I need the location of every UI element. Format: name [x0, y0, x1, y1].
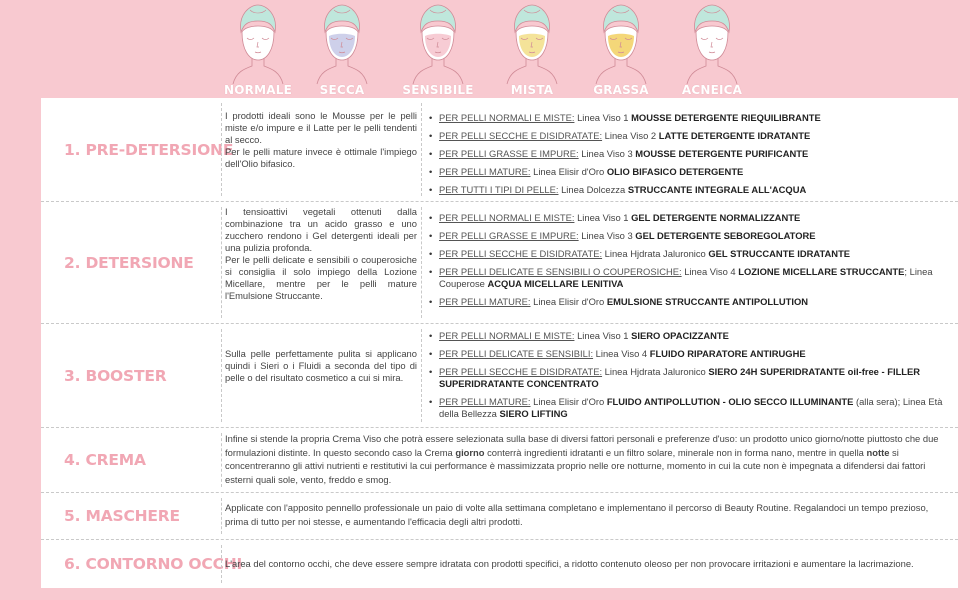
description-paragraph: Sulla pelle perfettamente pulita si applicano quindi i Sieri o i Fluidi a seconda del tipo di pelle o del risultato cosmetico a cui si mira. — [225, 348, 417, 383]
product-line: Linea Viso 1 — [577, 330, 629, 341]
step-row-detersione — [41, 202, 958, 324]
product-list — [429, 112, 949, 202]
product-item — [429, 266, 949, 290]
skin-type-prefix: PER PELLI MATURE: — [439, 396, 531, 407]
description-text: Infine si stende la propria Crema Viso che potrà essere selezionata sulla base di diversi fattori personali e preferenze d'uso: un prodotto unico giorno/notte piuttosto che due formulazioni distinte. In questo secondo caso la Crema — [225, 433, 939, 458]
face-icon — [502, 2, 562, 86]
product-line: Linea Viso 4 — [684, 266, 736, 277]
skin-type-sensibile — [393, 2, 483, 97]
product-item — [429, 166, 949, 178]
skin-type-prefix: PER PELLI MATURE: — [439, 166, 531, 177]
skin-type-secca — [297, 2, 387, 97]
product-item — [429, 396, 949, 420]
description-paragraph: I tensioattivi vegetali ottenuti dalla combinazione tra un acido grasso e uno zucchero rendono i Gel detergenti ideali per una pulizia profonda. — [225, 206, 417, 253]
skin-type-label: NORMALE — [224, 83, 292, 97]
product-line: Linea Elisir d'Oro — [533, 166, 605, 177]
column-divider — [221, 329, 222, 422]
product-item — [429, 212, 949, 224]
product-line: Linea Dolcezza — [561, 184, 626, 195]
step-description — [225, 206, 417, 302]
description-text: conterrà ingredienti idratanti e un filtro solare, minerale non in forma nano, mentre in quella — [484, 446, 867, 458]
step-title: 2. DETERSIONE — [64, 253, 194, 272]
product-line: Linea Viso 1 — [577, 212, 629, 223]
product-item — [429, 330, 949, 342]
face-icon — [591, 2, 651, 86]
product-name: GEL DETERGENTE NORMALIZZANTE — [631, 212, 801, 223]
column-divider — [421, 103, 422, 196]
skin-type-prefix: PER PELLI DELICATE E SENSIBILI: — [439, 348, 594, 359]
product-name: SIERO 24H SUPERIDRATANTE oil-free - FILLER SUPERIDRATANTE CONCENTRATO — [439, 366, 921, 389]
face-icon — [312, 2, 372, 86]
product-line: Linea Hjdrata Jaluronico — [604, 366, 706, 377]
skin-type-prefix: PER PELLI SECCHE E DISIDRATATE: — [439, 366, 603, 377]
skin-type-prefix: PER PELLI NORMALI E MISTE: — [439, 112, 575, 123]
column-divider — [221, 207, 222, 318]
product-name: FLUIDO RIPARATORE ANTIRUGHE — [649, 348, 806, 359]
column-divider — [221, 103, 222, 196]
skin-type-mista — [487, 2, 577, 97]
product-line: Linea Viso 2 — [604, 130, 657, 141]
skin-type-prefix: PER PELLI GRASSE E IMPURE: — [439, 148, 579, 159]
routine-table — [41, 98, 958, 588]
skin-type-prefix: PER PELLI NORMALI E MISTE: — [439, 212, 575, 223]
skin-type-prefix: PER PELLI MATURE: — [439, 296, 531, 307]
column-divider — [421, 207, 422, 318]
column-divider — [221, 498, 222, 534]
product-line: Linea Viso 4 — [595, 348, 648, 359]
skin-type-prefix: PER TUTTI I TIPI DI PELLE: — [439, 184, 559, 195]
product-item — [429, 230, 949, 242]
step-row-booster — [41, 324, 958, 428]
product-item — [429, 248, 949, 260]
product-item — [429, 148, 949, 160]
product-name: OLIO BIFASICO DETERGENTE — [606, 166, 744, 177]
product-item — [429, 184, 949, 196]
face-icon — [682, 2, 742, 86]
product-item — [429, 112, 949, 124]
description-bold-text: giorno — [455, 446, 485, 458]
step-title: 3. BOOSTER — [64, 366, 167, 385]
step-row-maschere — [41, 493, 958, 540]
description-paragraph: Per le pelli delicate e sensibili o couperosiche si consiglia il solo impiego della Lozione Micellare, mentre per le pelli mature l'Emulsione Struccante. — [225, 254, 417, 301]
skin-type-acneica — [667, 2, 757, 97]
step-row-contorno-occhi — [41, 540, 958, 588]
skin-type-prefix: PER PELLI GRASSE E IMPURE: — [439, 230, 579, 241]
product-name: STRUCCANTE INTEGRALE ALL'ACQUA — [627, 184, 807, 195]
step-description: Applicate con l'apposito pennello professionale un paio di volte alla settimana completano e implementano il percorso di Beauty Routine. Regalandoci un tempo prezioso, prima di tutto per noi stesse, e aumentando l'efficacia degli altri prodotti. — [225, 502, 929, 527]
product-name: FLUIDO ANTIPOLLUTION - OLIO SECCO ILLUMINANTE — [606, 396, 854, 407]
product-extra: ; Linea Couperose — [439, 266, 933, 289]
product-item — [429, 296, 949, 308]
product-name: MOUSSE DETERGENTE RIEQUILIBRANTE — [631, 112, 821, 123]
skin-type-label: GRASSA — [593, 83, 649, 97]
column-divider — [421, 329, 422, 422]
product-name: GEL DETERGENTE SEBOREGOLATORE — [635, 230, 816, 241]
description-text: si concentreranno gli attivi nutrienti e restitutivi la cui performance è massimizzata proprio nelle ore notturne, momento in cui la cute non è impegnata a difendersi dai fattori esterni quali sole, vento, freddo e smog. — [225, 446, 926, 485]
step-title: 6. CONTORNO OCCHI — [64, 555, 243, 573]
skin-type-prefix: PER PELLI SECCHE E DISIDRATATE: — [439, 130, 603, 141]
product-line: Linea Viso 3 — [581, 230, 633, 241]
skin-type-normale — [213, 2, 303, 97]
product-item — [429, 130, 949, 142]
step-description: L'area del contorno occhi, che deve essere sempre idratata con prodotti specifici, a ridotto contenuto oleoso per non provocare irritazioni e aumentare la lacrimazione. — [225, 558, 914, 569]
step-description — [225, 110, 417, 170]
face-icon — [408, 2, 468, 86]
product-item — [429, 348, 949, 360]
product-line: Linea Hjdrata Jaluronico — [604, 248, 706, 259]
product-line: Linea Viso 3 — [581, 148, 633, 159]
face-icon — [228, 2, 288, 86]
skin-type-label: ACNEICA — [681, 83, 743, 97]
step-row-crema — [41, 428, 958, 493]
product-item — [429, 366, 949, 390]
product-name: GEL STRUCCANTE IDRATANTE — [708, 248, 851, 259]
product-name-secondary: SIERO LIFTING — [499, 408, 568, 419]
skin-type-grassa — [576, 2, 666, 97]
step-title: 1. PRE-DETERSIONE — [64, 140, 234, 159]
description-paragraph: Per le pelli mature invece è ottimale l'impiego dell'Olio bifasico. — [225, 146, 417, 169]
product-name: MOUSSE DETERGENTE PURIFICANTE — [635, 148, 809, 159]
product-line: Linea Viso 1 — [577, 112, 629, 123]
product-name: LATTE DETERGENTE IDRATANTE — [658, 130, 811, 141]
column-divider — [221, 433, 222, 487]
product-name: SIERO OPACIZZANTE — [631, 330, 729, 341]
product-list — [429, 212, 949, 314]
product-extra: (alla sera); Linea Età della Bellezza — [439, 396, 943, 419]
step-title: 5. MASCHERE — [64, 507, 180, 525]
step-row-pre-detersione — [41, 98, 958, 202]
product-name: EMULSIONE STRUCCANTE ANTIPOLLUTION — [606, 296, 809, 307]
product-list — [429, 330, 949, 426]
skin-type-prefix: PER PELLI DELICATE E SENSIBILI O COUPEROSICHE: — [439, 266, 682, 277]
product-line: Linea Elisir d'Oro — [533, 396, 605, 407]
column-divider — [221, 545, 222, 583]
product-line: Linea Elisir d'Oro — [533, 296, 605, 307]
skin-type-label: SENSIBILE — [402, 83, 474, 97]
description-paragraph: I prodotti ideali sono le Mousse per le pelli miste e/o impure e il Latte per le pelli tendenti al secco. — [225, 110, 417, 145]
product-name-secondary: ACQUA MICELLARE LENITIVA — [487, 278, 624, 289]
skin-type-prefix: PER PELLI NORMALI E MISTE: — [439, 330, 575, 341]
step-description — [225, 348, 417, 384]
step-title: 4. CREMA — [64, 451, 146, 469]
skin-type-label: MISTA — [510, 83, 554, 97]
skin-type-header — [0, 0, 970, 98]
skin-type-label: SECCA — [319, 83, 365, 97]
step-description — [225, 432, 946, 486]
skin-type-prefix: PER PELLI SECCHE E DISIDRATATE: — [439, 248, 603, 259]
product-name: LOZIONE MICELLARE STRUCCANTE — [738, 266, 905, 277]
description-bold-text: notte — [866, 446, 890, 458]
